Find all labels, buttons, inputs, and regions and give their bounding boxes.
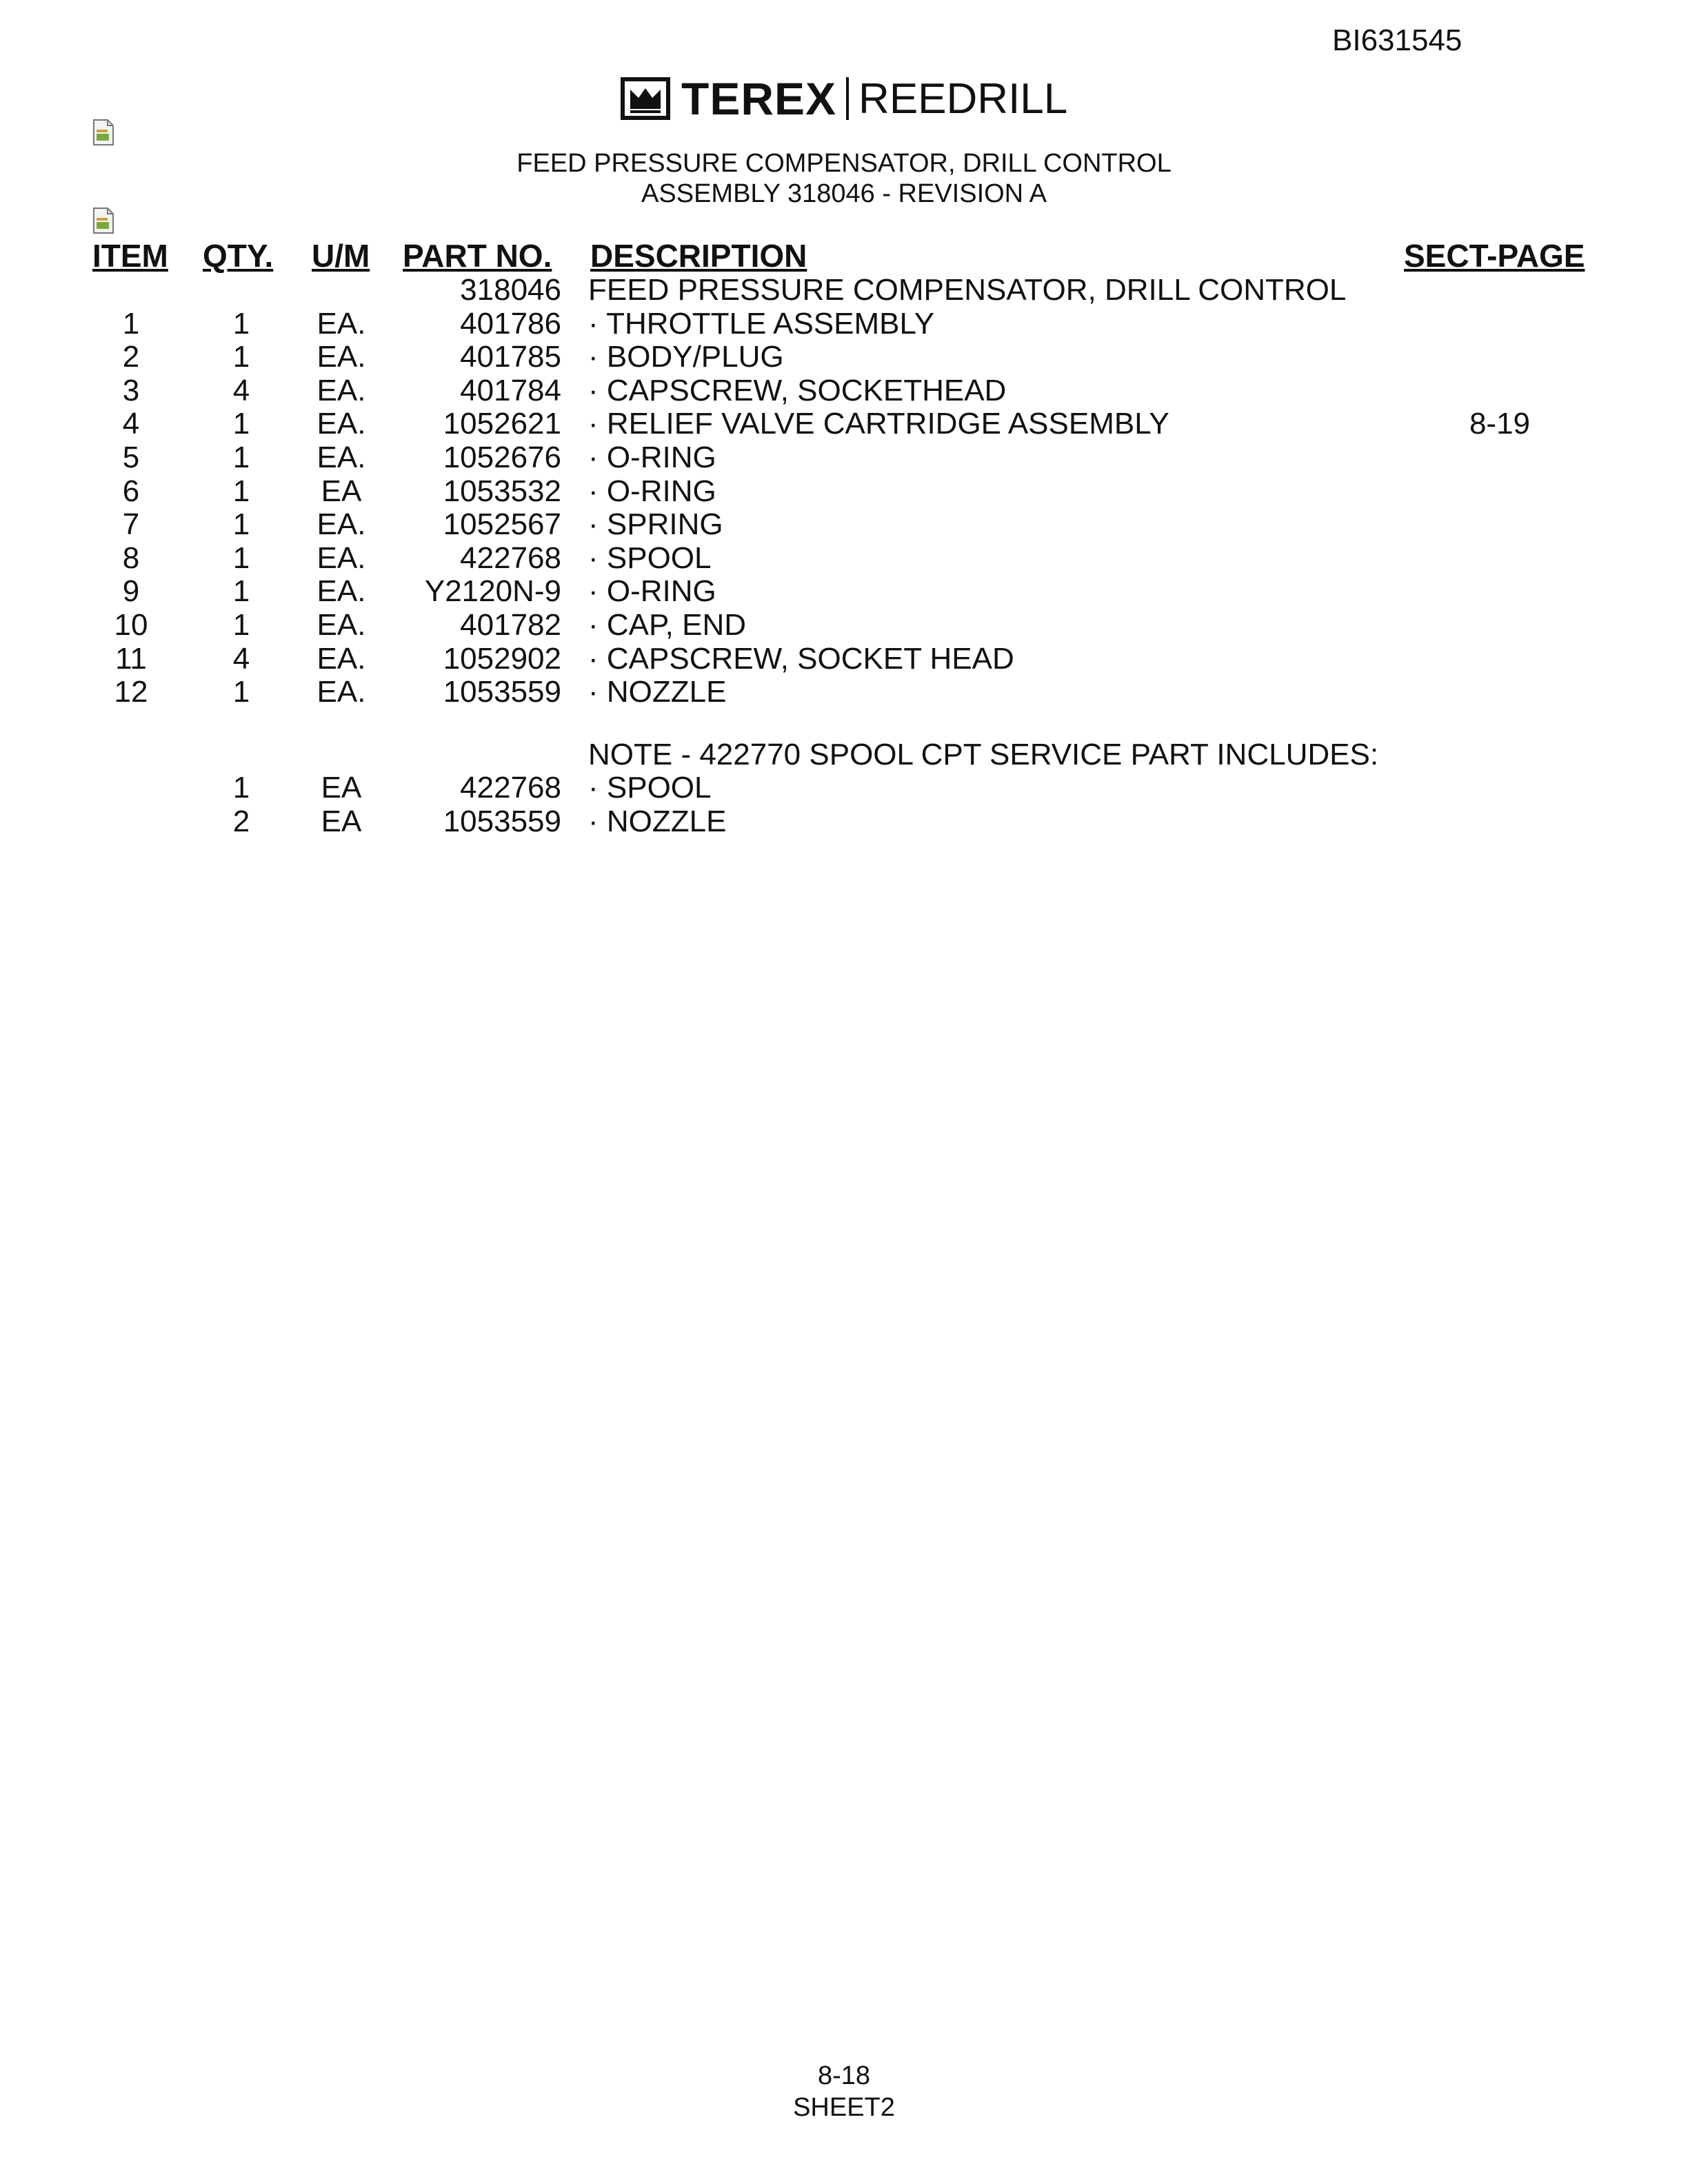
brand-reedrill: REEDRILL <box>858 74 1068 123</box>
table-row <box>0 340 1688 373</box>
cell-part: 401782 <box>460 608 561 642</box>
cell-desc: FEED PRESSURE COMPENSATOR, DRILL CONTROL <box>588 273 1347 307</box>
cell-um: EA <box>321 804 362 838</box>
table-row <box>0 771 1688 804</box>
cell-um: EA. <box>316 507 366 542</box>
cell-desc: · O-RING <box>588 574 716 609</box>
table-row <box>0 407 1688 440</box>
cell-qty: 1 <box>232 608 250 642</box>
cell-um: EA <box>321 771 362 805</box>
cell-item: 12 <box>114 675 148 709</box>
terex-crown-logo-icon <box>621 77 670 120</box>
cell-desc: · CAPSCREW, SOCKETHEAD <box>588 373 1007 407</box>
cell-part: 1052621 <box>443 407 561 441</box>
cell-item: 8 <box>122 540 140 575</box>
cell-part: 1053532 <box>443 474 561 508</box>
cell-desc: · SPRING <box>588 507 723 542</box>
cell-part: 1052676 <box>443 441 561 474</box>
cell-item: 9 <box>122 574 140 609</box>
cell-um: EA. <box>316 574 366 609</box>
cell-qty: 2 <box>232 804 250 838</box>
cell-qty: 1 <box>232 540 250 575</box>
cell-item: 3 <box>122 373 140 407</box>
cell-qty: 1 <box>232 441 250 474</box>
header-part-no: PART NO. <box>403 238 552 274</box>
table-row <box>0 307 1688 340</box>
table-row <box>0 474 1688 507</box>
brand-divider <box>846 77 849 120</box>
header-um: U/M <box>312 238 370 274</box>
file-attachment-icon[interactable] <box>90 119 117 146</box>
table-row <box>0 374 1688 407</box>
cell-part: 1053559 <box>443 804 561 838</box>
table-row <box>0 574 1688 607</box>
cell-desc: · CAP, END <box>588 608 747 642</box>
cell-item: 1 <box>122 306 140 341</box>
cell-um: EA. <box>316 340 366 374</box>
brand-logo <box>621 74 1067 123</box>
sheet-label: SHEET2 <box>793 2093 895 2122</box>
cell-desc: · NOZZLE <box>588 804 727 838</box>
cell-part: Y2120N-9 <box>424 574 561 609</box>
table-row <box>0 805 1688 838</box>
cell-desc: · CAPSCREW, SOCKET HEAD <box>588 641 1014 676</box>
cell-item: 4 <box>122 407 140 441</box>
brand-terex: TEREX <box>681 73 837 124</box>
cell-part: 401784 <box>460 373 561 407</box>
cell-desc: · SPOOL <box>588 540 712 575</box>
cell-part: 1053559 <box>443 675 561 709</box>
cell-part: 318046 <box>460 273 561 307</box>
cell-desc: · SPOOL <box>588 771 712 805</box>
cell-qty: 1 <box>232 407 250 441</box>
cell-um: EA. <box>316 306 366 341</box>
cell-desc: · THROTTLE ASSEMBLY <box>588 306 935 341</box>
cell-sect: 8-19 <box>1469 407 1531 441</box>
document-subtitle: ASSEMBLY 318046 - REVISION A <box>641 179 1047 208</box>
cell-um: EA. <box>316 373 366 407</box>
cell-part: 422768 <box>460 771 561 805</box>
cell-desc: · RELIEF VALVE CARTRIDGE ASSEMBLY <box>588 407 1169 441</box>
cell-qty: 1 <box>232 771 250 805</box>
cell-part: 1052567 <box>443 507 561 542</box>
cell-part: 401785 <box>460 340 561 374</box>
cell-qty: 1 <box>232 675 250 709</box>
header-description: DESCRIPTION <box>590 238 807 274</box>
table-row <box>0 642 1688 675</box>
header-qty: QTY. <box>203 238 274 274</box>
cell-item: 6 <box>122 474 140 508</box>
cell-qty: 4 <box>232 373 250 407</box>
cell-item: 11 <box>115 641 147 676</box>
header-item: ITEM <box>92 238 168 274</box>
service-note: NOTE - 422770 SPOOL CPT SERVICE PART INCLUDES: <box>588 738 1379 771</box>
file-attachment-icon[interactable] <box>90 207 117 234</box>
cell-part: 401786 <box>460 306 561 341</box>
table-row <box>0 273 1688 306</box>
document-id: BI631545 <box>1332 23 1463 57</box>
cell-qty: 4 <box>232 641 250 676</box>
table-row <box>0 541 1688 574</box>
cell-um: EA <box>321 474 362 508</box>
cell-qty: 1 <box>232 574 250 609</box>
header-sect-page: SECT-PAGE <box>1404 238 1585 274</box>
page-number: 8-18 <box>817 2061 871 2090</box>
cell-um: EA. <box>316 641 366 676</box>
cell-part: 1052902 <box>443 641 561 676</box>
table-row <box>0 675 1688 708</box>
cell-part: 422768 <box>460 540 561 575</box>
table-row <box>0 441 1688 474</box>
cell-um: EA. <box>316 675 366 709</box>
cell-item: 10 <box>114 608 148 642</box>
cell-item: 7 <box>122 507 140 542</box>
document-title: FEED PRESSURE COMPENSATOR, DRILL CONTROL <box>516 149 1172 178</box>
cell-qty: 1 <box>232 507 250 542</box>
cell-desc: · O-RING <box>588 441 716 474</box>
cell-qty: 1 <box>232 306 250 341</box>
table-row <box>0 507 1688 540</box>
cell-desc: · BODY/PLUG <box>588 340 784 374</box>
cell-desc: · NOZZLE <box>588 675 727 709</box>
cell-qty: 1 <box>232 340 250 374</box>
table-row <box>0 608 1688 641</box>
cell-qty: 1 <box>232 474 250 508</box>
cell-desc: · O-RING <box>588 474 716 508</box>
cell-um: EA. <box>316 407 366 441</box>
cell-um: EA. <box>316 608 366 642</box>
cell-um: EA. <box>316 441 366 474</box>
cell-item: 2 <box>122 340 140 374</box>
cell-item: 5 <box>122 441 140 474</box>
cell-um: EA. <box>316 540 366 575</box>
